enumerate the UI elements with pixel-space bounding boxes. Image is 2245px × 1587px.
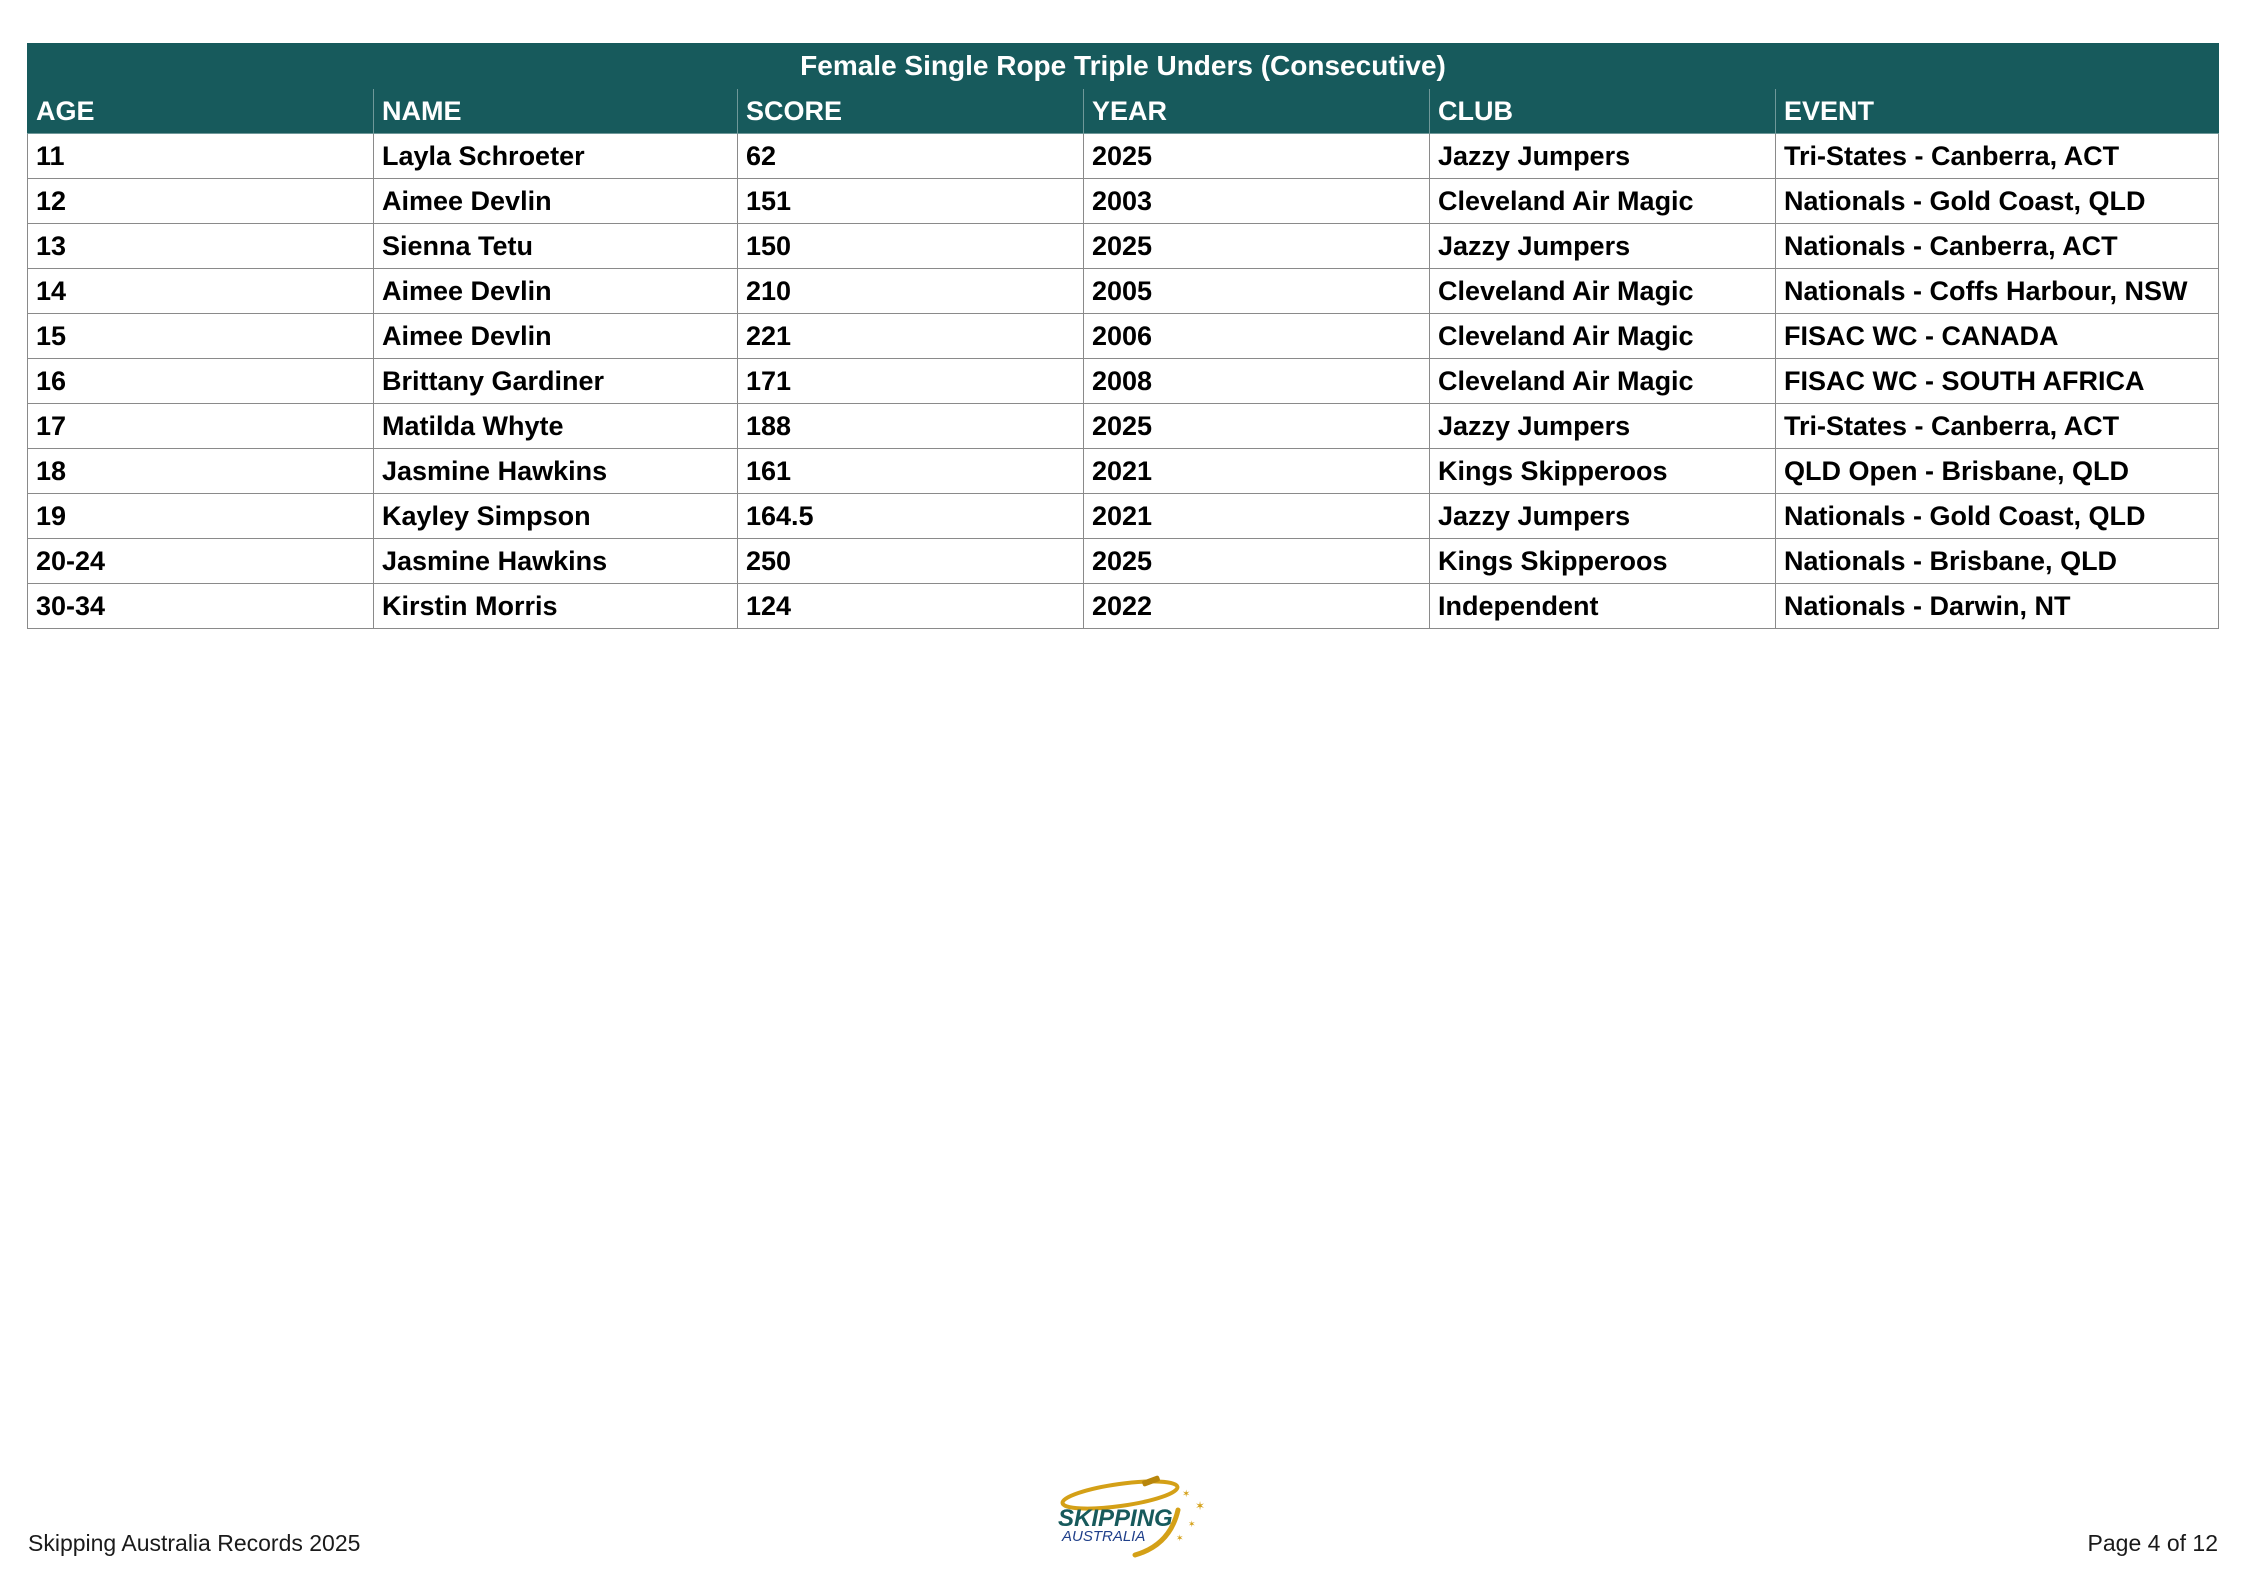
logo-star-1: ✶ xyxy=(1195,1499,1206,1513)
cell-year: 2005 xyxy=(1084,269,1430,314)
cell-name: Jasmine Hawkins xyxy=(374,449,738,494)
cell-score: 150 xyxy=(738,224,1084,269)
cell-year: 2021 xyxy=(1084,494,1430,539)
cell-club: Cleveland Air Magic xyxy=(1430,314,1776,359)
page-number: Page 4 of 12 xyxy=(2087,1530,2218,1556)
cell-year: 2025 xyxy=(1084,404,1430,449)
cell-age: 19 xyxy=(28,494,374,539)
logo-text-skipping: SKIPPING xyxy=(1058,1505,1173,1532)
cell-club: Cleveland Air Magic xyxy=(1430,179,1776,224)
column-header-age: AGE xyxy=(28,89,374,134)
cell-age: 11 xyxy=(28,134,374,179)
cell-name: Aimee Devlin xyxy=(374,269,738,314)
table-row xyxy=(28,134,2219,179)
cell-score: 124 xyxy=(738,584,1084,629)
table-row xyxy=(28,494,2219,539)
cell-club: Independent xyxy=(1430,584,1776,629)
column-header-year: YEAR xyxy=(1084,89,1430,134)
column-header-club: CLUB xyxy=(1430,89,1776,134)
table-body xyxy=(28,134,2219,629)
cell-name: Brittany Gardiner xyxy=(374,359,738,404)
cell-name: Layla Schroeter xyxy=(374,134,738,179)
table-title-row xyxy=(28,44,2219,89)
cell-age: 16 xyxy=(28,359,374,404)
table-row xyxy=(28,539,2219,584)
cell-year: 2003 xyxy=(1084,179,1430,224)
table-row xyxy=(28,224,2219,269)
cell-club: Cleveland Air Magic xyxy=(1430,269,1776,314)
cell-age: 13 xyxy=(28,224,374,269)
cell-year: 2008 xyxy=(1084,359,1430,404)
cell-name: Aimee Devlin xyxy=(374,314,738,359)
cell-event: Nationals - Coffs Harbour, NSW xyxy=(1776,269,2219,314)
cell-event: Tri-States - Canberra, ACT xyxy=(1776,404,2219,449)
table-row xyxy=(28,584,2219,629)
cell-score: 151 xyxy=(738,179,1084,224)
table-row xyxy=(28,269,2219,314)
cell-event: Nationals - Brisbane, QLD xyxy=(1776,539,2219,584)
table-row xyxy=(28,404,2219,449)
cell-name: Aimee Devlin xyxy=(374,179,738,224)
records-table xyxy=(27,43,2219,629)
cell-event: Nationals - Darwin, NT xyxy=(1776,584,2219,629)
cell-score: 164.5 xyxy=(738,494,1084,539)
logo-handle xyxy=(1142,1475,1161,1487)
cell-year: 2022 xyxy=(1084,584,1430,629)
cell-event: Nationals - Gold Coast, QLD xyxy=(1776,179,2219,224)
cell-event: FISAC WC - CANADA xyxy=(1776,314,2219,359)
cell-score: 188 xyxy=(738,404,1084,449)
cell-score: 221 xyxy=(738,314,1084,359)
cell-event: QLD Open - Brisbane, QLD xyxy=(1776,449,2219,494)
cell-event: Nationals - Canberra, ACT xyxy=(1776,224,2219,269)
skipping-australia-logo xyxy=(1050,1475,1210,1560)
table-header-row xyxy=(28,89,2219,134)
cell-year: 2021 xyxy=(1084,449,1430,494)
cell-score: 250 xyxy=(738,539,1084,584)
cell-score: 210 xyxy=(738,269,1084,314)
logo-star-2: ✶ xyxy=(1182,1489,1191,1500)
cell-age: 17 xyxy=(28,404,374,449)
cell-event: Tri-States - Canberra, ACT xyxy=(1776,134,2219,179)
cell-year: 2025 xyxy=(1084,134,1430,179)
logo-star-3: ✶ xyxy=(1188,1519,1196,1529)
logo-star-4: ✶ xyxy=(1176,1533,1184,1543)
cell-score: 171 xyxy=(738,359,1084,404)
footer-title: Skipping Australia Records 2025 xyxy=(28,1530,361,1556)
cell-name: Matilda Whyte xyxy=(374,404,738,449)
cell-club: Jazzy Jumpers xyxy=(1430,494,1776,539)
cell-event: Nationals - Gold Coast, QLD xyxy=(1776,494,2219,539)
cell-score: 161 xyxy=(738,449,1084,494)
cell-year: 2025 xyxy=(1084,539,1430,584)
cell-club: Jazzy Jumpers xyxy=(1430,134,1776,179)
logo-text-australia: AUSTRALIA xyxy=(1062,1528,1146,1545)
cell-club: Kings Skipperoos xyxy=(1430,449,1776,494)
cell-name: Kayley Simpson xyxy=(374,494,738,539)
cell-age: 14 xyxy=(28,269,374,314)
cell-club: Cleveland Air Magic xyxy=(1430,359,1776,404)
cell-age: 20-24 xyxy=(28,539,374,584)
cell-name: Sienna Tetu xyxy=(374,224,738,269)
cell-year: 2025 xyxy=(1084,224,1430,269)
column-header-name: NAME xyxy=(374,89,738,134)
cell-name: Kirstin Morris xyxy=(374,584,738,629)
cell-score: 62 xyxy=(738,134,1084,179)
cell-club: Jazzy Jumpers xyxy=(1430,224,1776,269)
table-row xyxy=(28,314,2219,359)
table-row xyxy=(28,179,2219,224)
table-row xyxy=(28,449,2219,494)
cell-club: Kings Skipperoos xyxy=(1430,539,1776,584)
cell-year: 2006 xyxy=(1084,314,1430,359)
cell-age: 30-34 xyxy=(28,584,374,629)
cell-name: Jasmine Hawkins xyxy=(374,539,738,584)
table-row xyxy=(28,359,2219,404)
table-title: Female Single Rope Triple Unders (Consecutive) xyxy=(28,44,2219,89)
cell-event: FISAC WC - SOUTH AFRICA xyxy=(1776,359,2219,404)
cell-age: 15 xyxy=(28,314,374,359)
cell-age: 18 xyxy=(28,449,374,494)
cell-age: 12 xyxy=(28,179,374,224)
column-header-score: SCORE xyxy=(738,89,1084,134)
column-header-event: EVENT xyxy=(1776,89,2219,134)
cell-club: Jazzy Jumpers xyxy=(1430,404,1776,449)
